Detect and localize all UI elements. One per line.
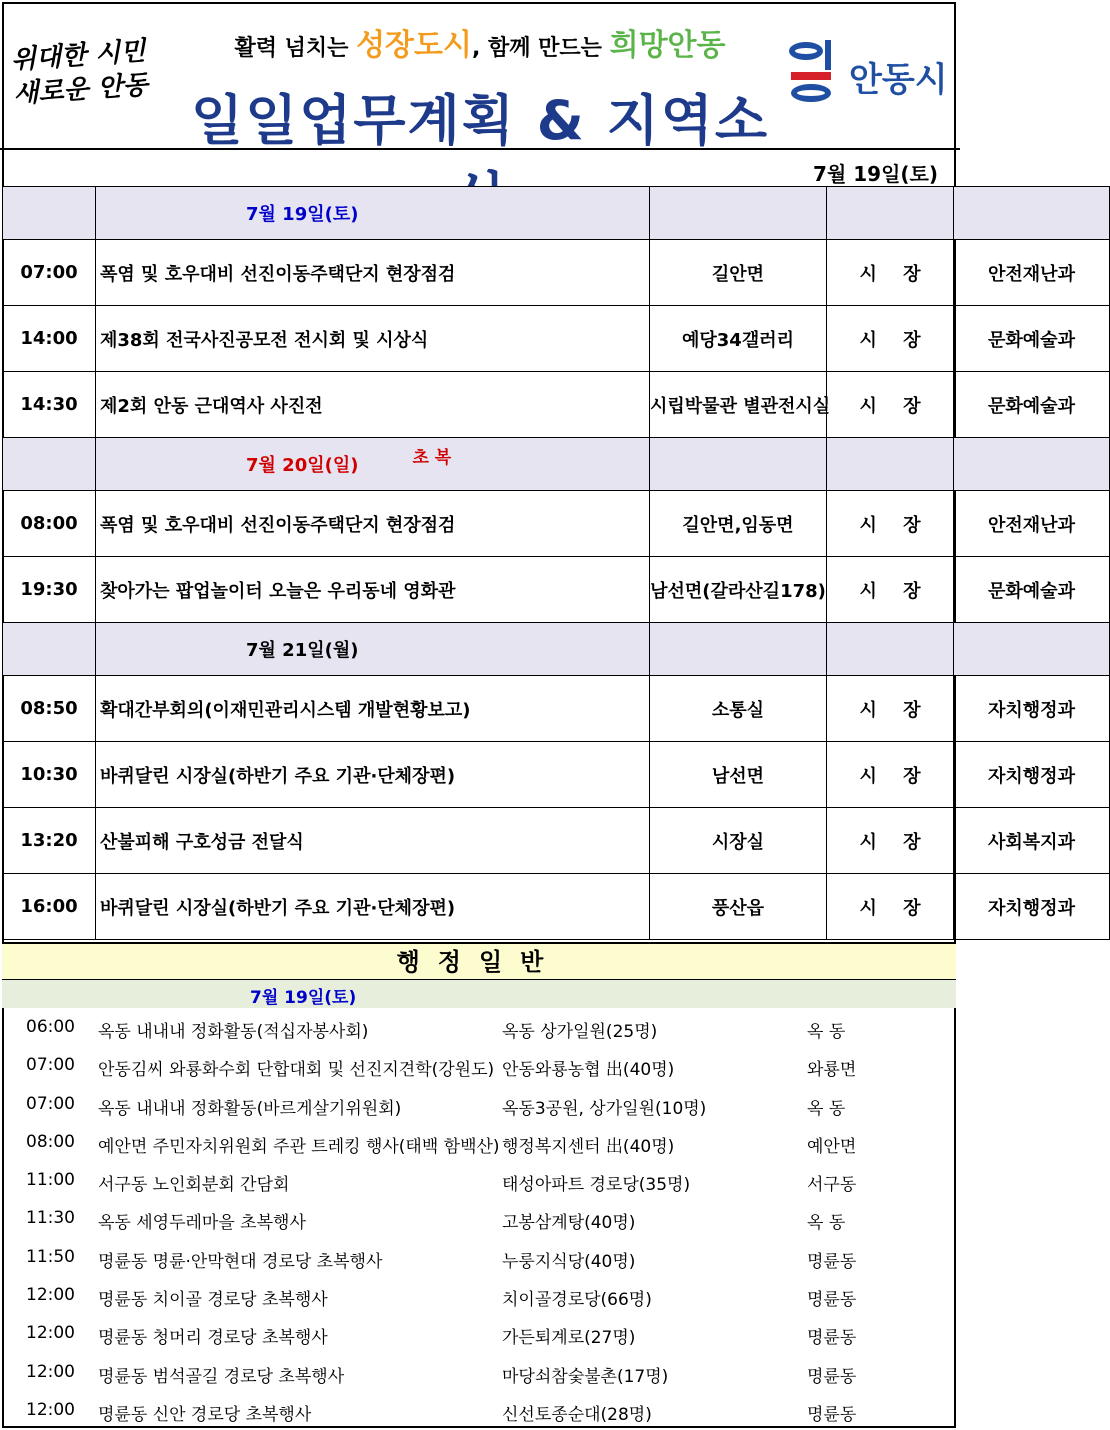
- event-department: 문화예술과: [954, 372, 1110, 438]
- admin-row: [2, 1391, 956, 1429]
- event-attendee: 시 장: [827, 491, 954, 557]
- admin-row: [2, 1008, 956, 1046]
- admin-time: 08:00: [26, 1131, 75, 1152]
- admin-place: 치이골경로당(66명): [502, 1290, 652, 1311]
- admin-title: 명륜동 치이골 경로당 초복행사: [98, 1290, 328, 1311]
- admin-org: 와룡면: [807, 1060, 857, 1081]
- event-time: 07:00: [3, 240, 96, 306]
- admin-time: 12:00: [26, 1399, 75, 1420]
- event-attendee: 시 장: [827, 874, 954, 940]
- admin-org: 명륜동: [807, 1404, 857, 1425]
- tagline-accent-hope: 희망안동: [609, 28, 726, 63]
- admin-title: 명륜동 명륜·안막현대 경로당 초복행사: [98, 1251, 383, 1272]
- event-title: 확대간부회의(이재민관리시스템 개발현황보고): [96, 676, 650, 742]
- event-title: 찾아가는 팝업놀이터 오늘은 우리동네 영화관: [96, 557, 650, 623]
- event-place: 길안면,임동면: [650, 491, 827, 557]
- event-place: 시립박물관 별관전시실: [650, 372, 827, 438]
- admin-place: 안동와룡농협 出(40명): [502, 1060, 675, 1081]
- admin-time: 11:50: [26, 1246, 75, 1267]
- event-title: 산불피해 구호성금 전달식: [96, 808, 650, 874]
- event-time: 16:00: [3, 874, 96, 940]
- admin-place: 행정복지센터 出(40명): [502, 1136, 675, 1157]
- admin-title: 명륜동 청머리 경로당 초복행사: [98, 1328, 328, 1349]
- event-title: 폭염 및 호우대비 선진이동주택단지 현장점검: [96, 240, 650, 306]
- event-time: 14:30: [3, 372, 96, 438]
- day-date-cell: [96, 187, 650, 240]
- event-place: 길안면: [650, 240, 827, 306]
- schedule-event-row: [3, 306, 1110, 372]
- admin-time: 07:00: [26, 1055, 75, 1076]
- admin-title: 옥동 내내내 정화활동(적십자봉사회): [98, 1022, 369, 1042]
- event-attendee: 시 장: [827, 306, 954, 372]
- schedule-day-row: [3, 438, 1110, 491]
- admin-place: 신선토종순대(28명): [502, 1404, 652, 1425]
- admin-org: 명륜동: [807, 1290, 857, 1311]
- logo-mark-icon: [785, 40, 843, 104]
- event-attendee: 시 장: [827, 372, 954, 438]
- admin-time: 11:00: [26, 1170, 75, 1191]
- admin-title: 옥동 내내내 정화활동(바르게살기위원회): [98, 1098, 402, 1119]
- event-place: 풍산읍: [650, 874, 827, 940]
- slogan-line-2: 새로운 안동: [12, 70, 149, 110]
- tagline-pre: 활력 넘치는: [234, 36, 357, 61]
- schedule-event-row: [3, 808, 1110, 874]
- admin-row: [2, 1199, 956, 1237]
- admin-title: 명륜동 범석골길 경로당 초복행사: [98, 1366, 345, 1387]
- schedule-event-row: [3, 676, 1110, 742]
- event-title: 폭염 및 호우대비 선진이동주택단지 현장점검: [96, 491, 650, 557]
- event-attendee: 시 장: [827, 808, 954, 874]
- admin-org: 예안면: [807, 1136, 857, 1157]
- admin-org: 명륜동: [807, 1328, 857, 1349]
- page-title: 일일업무계획 & 지역소: [190, 89, 770, 152]
- admin-row: [2, 1276, 956, 1314]
- schedule-event-row: [3, 372, 1110, 438]
- slogan-line-1: 위대한 시민: [9, 36, 147, 76]
- event-attendee: 시 장: [827, 557, 954, 623]
- day-empty-cell: [3, 187, 96, 240]
- admin-place: 옥동 상가일원(25명): [502, 1022, 658, 1042]
- event-place: 시장실: [650, 808, 827, 874]
- event-department: 자치행정과: [954, 676, 1110, 742]
- admin-title: 안동김씨 와룡화수회 단합대회 및 선진지견학(강원도): [98, 1060, 495, 1081]
- admin-place: 누룽지식당(40명): [502, 1251, 636, 1272]
- admin-title: 예안면 주민자치위원회 주관 트레킹 행사(태백 함백산): [98, 1136, 500, 1157]
- event-department: 문화예술과: [954, 306, 1110, 372]
- admin-org: 서구동: [807, 1175, 857, 1196]
- event-attendee: 시 장: [827, 676, 954, 742]
- schedule-event-row: [3, 491, 1110, 557]
- schedule-day-row: [3, 623, 1110, 676]
- event-time: 08:00: [3, 491, 96, 557]
- admin-org: 옥 동: [807, 1098, 846, 1119]
- top-date-bar: [0, 148, 960, 186]
- admin-org: 옥 동: [807, 1022, 846, 1042]
- event-place: 남선면: [650, 742, 827, 808]
- event-time: 13:20: [3, 808, 96, 874]
- admin-org: 옥 동: [807, 1213, 846, 1234]
- admin-row: [2, 1085, 956, 1123]
- event-department: 사회복지과: [954, 808, 1110, 874]
- admin-row: [2, 1046, 956, 1084]
- slogan-left: [10, 33, 174, 112]
- admin-row: [2, 1238, 956, 1276]
- admin-row: [2, 1314, 956, 1352]
- admin-section-heading: 행정일반: [2, 942, 956, 980]
- event-department: 자치행정과: [954, 742, 1110, 808]
- event-place: 소통실: [650, 676, 827, 742]
- event-time: 08:50: [3, 676, 96, 742]
- mayor-schedule-table: [2, 186, 1110, 940]
- admin-place: 고봉삼계탕(40명): [502, 1213, 636, 1234]
- header: [0, 0, 960, 152]
- tagline: [230, 20, 730, 64]
- admin-time: 06:00: [26, 1017, 75, 1037]
- event-attendee: 시 장: [827, 240, 954, 306]
- event-time: 14:00: [3, 306, 96, 372]
- event-department: 안전재난과: [954, 491, 1110, 557]
- admin-date: 7월 19일(토): [250, 988, 357, 1008]
- schedule-event-row: [3, 240, 1110, 306]
- admin-time: 12:00: [26, 1285, 75, 1306]
- admin-title: 명륜동 신안 경로당 초복행사: [98, 1404, 312, 1425]
- admin-row: [2, 1353, 956, 1391]
- day-date-cell: [96, 438, 650, 491]
- city-logo: [785, 40, 955, 110]
- event-attendee: 시 장: [827, 742, 954, 808]
- admin-time: 07:00: [26, 1093, 75, 1114]
- event-place: 남선면(갈라산길178): [650, 557, 827, 623]
- tagline-mid: , 함께 만드는: [471, 36, 610, 61]
- tagline-accent-growth: 성장도시: [356, 28, 472, 63]
- admin-place: 마당쇠참숯불촌(17명): [502, 1366, 669, 1387]
- admin-place: 옥동3공원, 상가일원(10명): [502, 1098, 707, 1119]
- admin-org: 명륜동: [807, 1366, 857, 1387]
- schedule-event-row: [3, 742, 1110, 808]
- event-department: 자치행정과: [954, 874, 1110, 940]
- schedule-event-row: [3, 557, 1110, 623]
- event-place: 예당34갤러리: [650, 306, 827, 372]
- top-date: 7월 19일(토): [813, 162, 938, 186]
- day-date: 7월 20일(일): [246, 455, 359, 476]
- admin-place: 태성아파트 경로당(35명): [502, 1175, 691, 1196]
- logo-text: 안동시: [849, 60, 948, 100]
- admin-list: [2, 1008, 956, 1429]
- admin-org: 명륜동: [807, 1251, 857, 1272]
- admin-title: 서구동 노인회분회 간담회: [98, 1175, 290, 1196]
- event-department: 문화예술과: [954, 557, 1110, 623]
- admin-time: 11:30: [26, 1208, 75, 1229]
- admin-time: 12:00: [26, 1361, 75, 1382]
- event-time: 19:30: [3, 557, 96, 623]
- event-title: 바퀴달린 시장실(하반기 주요 기관·단체장편): [96, 742, 650, 808]
- event-time: 10:30: [3, 742, 96, 808]
- schedule-event-row: [3, 874, 1110, 940]
- day-empty-cell: [3, 438, 96, 491]
- event-title: 제2회 안동 근대역사 사진전: [96, 372, 650, 438]
- event-department: 안전재난과: [954, 240, 1110, 306]
- day-note: 초 복: [412, 448, 452, 468]
- admin-row: [2, 1123, 956, 1161]
- day-date: 7월 21일(월): [246, 640, 359, 661]
- admin-row: [2, 1161, 956, 1199]
- day-empty-cell: [3, 623, 96, 676]
- schedule-day-row: [3, 187, 1110, 240]
- admin-place: 가든퇴계로(27명): [502, 1328, 636, 1349]
- event-title: 제38회 전국사진공모전 전시회 및 시상식: [96, 306, 650, 372]
- day-date: 7월 19일(토): [246, 204, 359, 225]
- admin-date-bar: [2, 980, 956, 1008]
- admin-title: 옥동 세영두레마을 초복행사: [98, 1213, 306, 1234]
- event-title: 바퀴달린 시장실(하반기 주요 기관·단체장편): [96, 874, 650, 940]
- admin-time: 12:00: [26, 1323, 75, 1344]
- day-date-cell: [96, 623, 650, 676]
